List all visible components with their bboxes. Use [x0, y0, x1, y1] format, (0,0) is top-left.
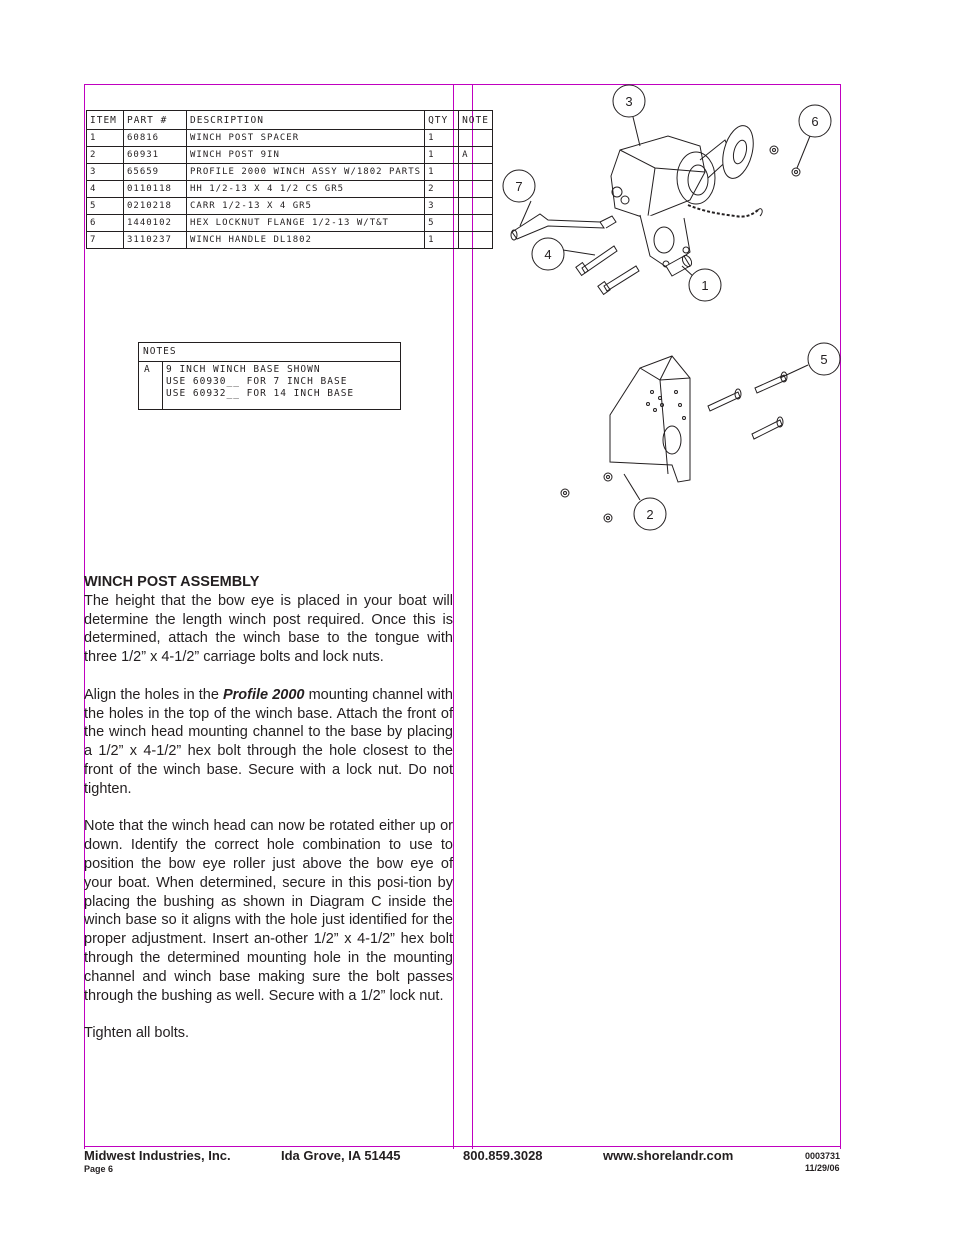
notes-title: NOTES — [143, 346, 177, 357]
footer-website[interactable]: www.shorelandr.com — [603, 1148, 734, 1163]
notes-text: 9 INCH WINCH BASE SHOWN USE 60930__ FOR 7 INCH BASE USE 60932__ FOR 14 INCH BASE — [166, 364, 355, 399]
table-cell: 60931 — [124, 147, 187, 164]
table-cell: 60816 — [124, 130, 187, 147]
table-cell: A — [459, 147, 493, 164]
table-cell: 3 — [425, 198, 459, 215]
footer-phone: 800.859.3028 — [463, 1148, 543, 1163]
table-cell: 1 — [425, 147, 459, 164]
table-cell: WINCH POST 9IN — [187, 147, 425, 164]
section-heading: WINCH POST ASSEMBLY — [84, 574, 260, 590]
table-cell: 1 — [87, 130, 124, 147]
table-cell: WINCH HANDLE DL1802 — [187, 232, 425, 249]
table-cell: HH 1/2-13 X 4 1/2 CS GR5 — [187, 181, 425, 198]
callout-6 — [799, 105, 831, 137]
winch-head-illustration — [611, 122, 762, 268]
winch-post-illustration — [610, 356, 690, 482]
column-header: PART # — [124, 111, 187, 130]
table-cell: 1 — [425, 232, 459, 249]
table-cell: 2 — [87, 147, 124, 164]
table-cell: 0110118 — [124, 181, 187, 198]
table-cell: 0210218 — [124, 198, 187, 215]
notes-key: A — [144, 364, 151, 375]
paragraph-2-start: Align the holes in the — [84, 686, 223, 703]
svg-text:4: 4 — [544, 247, 552, 262]
svg-text:1: 1 — [701, 278, 709, 293]
callout-5 — [808, 343, 840, 375]
table-cell: 1 — [425, 164, 459, 181]
column-header: DESCRIPTION — [187, 111, 425, 130]
callout-7 — [503, 170, 535, 202]
svg-text:3: 3 — [625, 94, 633, 109]
column-header: NOTE — [459, 111, 493, 130]
callout-1 — [689, 269, 721, 301]
table-cell: PROFILE 2000 WINCH ASSY W/1802 PARTS — [187, 164, 425, 181]
table-cell: 65659 — [124, 164, 187, 181]
table-cell: 2 — [425, 181, 459, 198]
table-cell: 4 — [87, 181, 124, 198]
paragraph-2-end: mounting channel with the holes in the top of the winch base. Attach the front of the winch head mounting channel to the base by placing a 1/2” x 4-1/2” hex bolt through the hole closest to the front of the winch base. Secure with a lock nut. Do not tighten. — [84, 686, 453, 797]
table-cell: HEX LOCKNUT FLANGE 1/2-13 W/T&T — [187, 215, 425, 232]
callout-4 — [532, 238, 564, 270]
carriage-bolt-illustration — [708, 372, 787, 439]
svg-text:5: 5 — [820, 352, 828, 367]
column-header: ITEM — [87, 111, 124, 130]
table-cell: 7 — [87, 232, 124, 249]
table-cell: 6 — [87, 215, 124, 232]
table-cell: 3110237 — [124, 232, 187, 249]
callout-2 — [634, 498, 666, 530]
table-cell: 1 — [425, 130, 459, 147]
footer-date: 11/29/06 — [805, 1163, 840, 1173]
svg-text:2: 2 — [646, 507, 654, 522]
footer-page-number: Page 6 — [84, 1164, 114, 1174]
column-header: QTY — [425, 111, 459, 130]
table-cell: 3 — [87, 164, 124, 181]
table-cell: 1440102 — [124, 215, 187, 232]
callout-3 — [613, 85, 645, 117]
footer-company: Midwest Industries, Inc. — [84, 1148, 231, 1163]
table-cell: WINCH POST SPACER — [187, 130, 425, 147]
table-cell: 5 — [87, 198, 124, 215]
footer-document-number: 0003731 — [805, 1151, 841, 1161]
paragraph-3: Note that the winch head can now be rotated either up or down. Identify the correct hole combination to use to position the bow eye roller just above the bow eye of your boat. When determined, secure in this posi-tion by placing the bushing as shown in Diagram C inside the winch base so it aligns with the hole just identified for the proper adjustment. Insert an-other 1/2” x 4-1/2” hex bolt through the determined mounting hole in the mounting channel and winch base making sure the bolt passes through the bushing as well. Secure with a 1/2” lock nut. — [84, 818, 453, 1004]
footer-city: Ida Grove, IA 51445 — [281, 1148, 401, 1163]
svg-text:7: 7 — [515, 179, 523, 194]
winch-handle-illustration — [511, 214, 616, 240]
paragraph-4: Tighten all bolts. — [84, 1025, 190, 1042]
table-cell: CARR 1/2-13 X 4 GR5 — [187, 198, 425, 215]
paragraph-1: The height that the bow eye is placed in your boat will determine the length winch post required. Once this is determined, attach the winch base to the tongue with three 1/2” x 4-1/2” carriage bolts and lock nuts. — [84, 592, 453, 666]
svg-text:6: 6 — [811, 114, 819, 129]
product-name: Profile 2000 — [222, 686, 305, 703]
table-cell: 5 — [425, 215, 459, 232]
